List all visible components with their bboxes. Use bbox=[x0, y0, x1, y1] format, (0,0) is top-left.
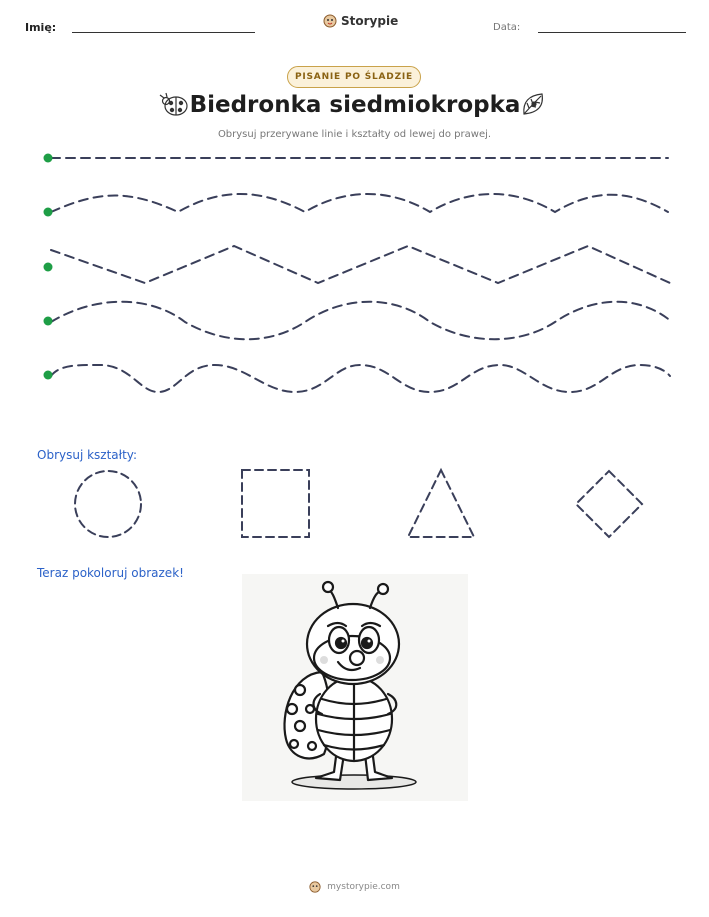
name-label: Imię: bbox=[25, 21, 57, 34]
footer-url[interactable]: mystorypie.com bbox=[327, 882, 400, 892]
coloring-heading: Teraz pokoloruj obrazek! bbox=[37, 566, 184, 580]
shapes-heading: Obrysuj kształty: bbox=[37, 448, 138, 462]
activity-badge: PISANIE PO ŚLADZIE bbox=[287, 66, 421, 88]
trace-diamond[interactable] bbox=[576, 471, 642, 537]
storypie-mascot-icon bbox=[309, 881, 321, 893]
footer bbox=[0, 881, 709, 893]
trace-circle[interactable] bbox=[75, 471, 141, 537]
coloring-picture[interactable] bbox=[242, 574, 468, 801]
date-label: Data: bbox=[493, 22, 521, 33]
ladybug-illustration bbox=[242, 574, 468, 801]
brand-name: Storypie bbox=[341, 14, 399, 28]
page-title: Biedronka siedmiokropka bbox=[189, 92, 521, 118]
instructions: Obrysuj przerywane linie i kształty od lewej do prawej. bbox=[217, 129, 492, 140]
trace-triangle[interactable] bbox=[408, 470, 474, 537]
trace-square[interactable] bbox=[242, 470, 309, 537]
